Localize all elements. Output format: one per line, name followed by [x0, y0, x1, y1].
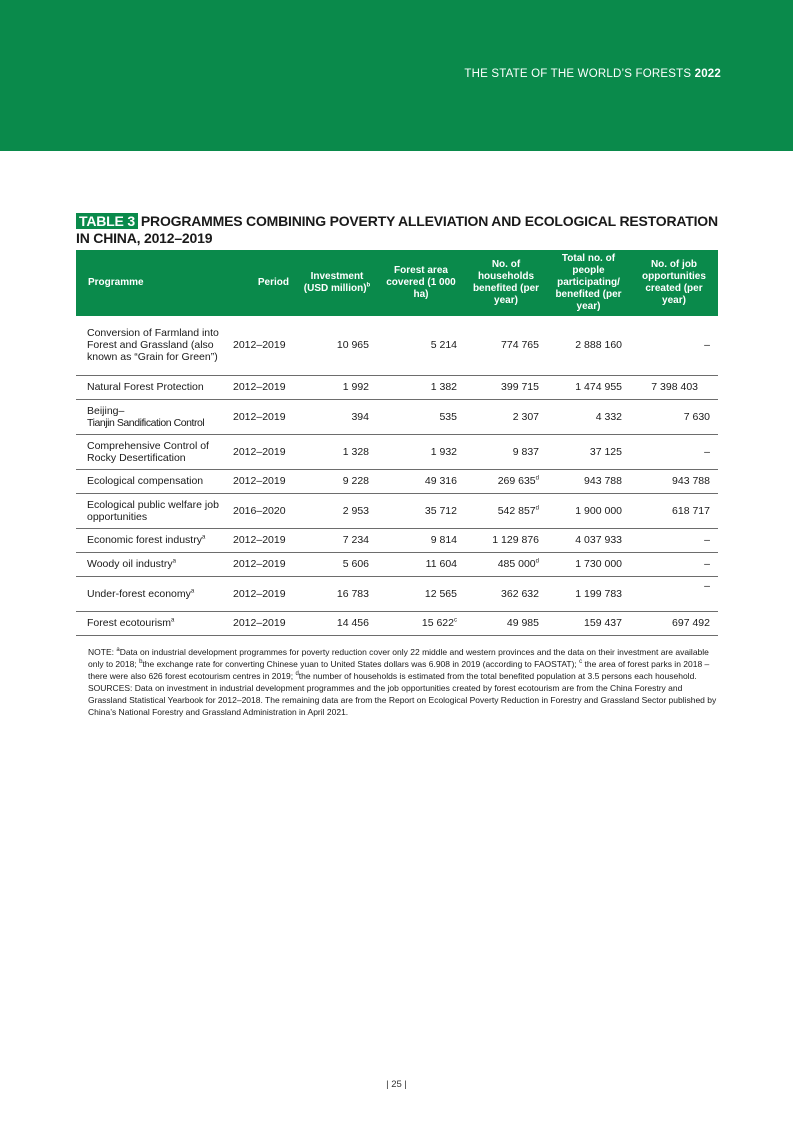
cell-people: 1 474 955: [547, 375, 630, 399]
note-text: NOTE: $^a$Data on industrial development programmes for poverty reduction cover only 22 middle and western provinces and the data on their investment are available only to 2018; $^b$the exchange rate for converting Chinese yuan to United States dollars was 6.908 in 2019 (according to FAOSTAT); $^c$ the area of forest parks in 2018 – there were also 626 forest ecotourism centres in 2019; $^d$the number of households is estimated from the total benefited population at 3.5 persons each household.: [88, 647, 710, 681]
table-header-row: [76, 250, 718, 316]
cell-jobs: 697 492: [630, 611, 718, 635]
table-row: [76, 375, 718, 399]
cell-programme: Beijing– Tianjin Sandification Control: [76, 399, 225, 434]
cell-forest-area: 1 382: [377, 375, 465, 399]
cell-programme: Woody oil industry$^a$: [76, 552, 225, 576]
table-tag: TABLE 3: [76, 213, 138, 229]
cell-people: 1 730 000: [547, 552, 630, 576]
cell-households: 399 715: [465, 375, 547, 399]
cell-period: 2012–2019: [225, 576, 297, 611]
cell-period: 2012–2019: [225, 399, 297, 434]
cell-programme: Economic forest industry$^a$: [76, 528, 225, 552]
col-header-households: No. of households benefited (per year): [472, 259, 540, 306]
col-header-forest-area: Forest area covered (1 000 ha): [386, 265, 456, 300]
cell-jobs: –: [630, 552, 718, 576]
table-row: [76, 469, 718, 493]
cell-jobs: –: [630, 576, 718, 611]
report-title: THE STATE OF THE WORLD’S FORESTS 2022: [464, 68, 721, 80]
cell-programme: Natural Forest Protection: [76, 375, 225, 399]
cell-jobs: –: [630, 528, 718, 552]
table-heading: [76, 213, 726, 247]
table-row: [76, 316, 718, 375]
report-year: 2022: [694, 68, 721, 80]
cell-investment: 5 606: [297, 552, 377, 576]
cell-households: 362 632: [465, 576, 547, 611]
cell-forest-area: 35 712: [377, 493, 465, 528]
table-row: [76, 611, 718, 635]
cell-households: 49 985: [465, 611, 547, 635]
cell-households: 1 129 876: [465, 528, 547, 552]
table-row: [76, 493, 718, 528]
cell-period: 2012–2019: [225, 528, 297, 552]
cell-households: 542 857$^d$: [465, 493, 547, 528]
cell-period: 2016–2020: [225, 493, 297, 528]
cell-people: 4 037 933: [547, 528, 630, 552]
table-row: [76, 528, 718, 552]
cell-forest-area: 535: [377, 399, 465, 434]
table-row: [76, 576, 718, 611]
cell-people: 37 125: [547, 434, 630, 469]
cell-period: 2012–2019: [225, 611, 297, 635]
cell-households: 485 000$^d$: [465, 552, 547, 576]
cell-people: 2 888 160: [547, 316, 630, 375]
cell-period: 2012–2019: [225, 469, 297, 493]
cell-forest-area: 49 316: [377, 469, 465, 493]
cell-investment: 10 965: [297, 316, 377, 375]
page-number: | 25 |: [386, 1079, 407, 1090]
cell-forest-area: 11 604: [377, 552, 465, 576]
cell-investment: 14 456: [297, 611, 377, 635]
cell-programme: Under-forest economy$^a$: [76, 576, 225, 611]
cell-investment: 9 228: [297, 469, 377, 493]
cell-forest-area: 5 214: [377, 316, 465, 375]
col-header-people: Total no. of people participating/ benefited (per year): [555, 253, 622, 312]
cell-jobs: 7 630: [630, 399, 718, 434]
col-header-programme: Programme: [88, 277, 144, 288]
cell-jobs: –: [630, 316, 718, 375]
cell-investment: 394: [297, 399, 377, 434]
cell-households: 9 837: [465, 434, 547, 469]
cell-investment: 1 992: [297, 375, 377, 399]
table-title: PROGRAMMES COMBINING POVERTY ALLEVIATION AND ECOLOGICAL RESTORATION IN CHINA, 2012–2019: [76, 213, 718, 246]
cell-jobs: 943 788: [630, 469, 718, 493]
cell-programme: Comprehensive Control of Rocky Desertification: [76, 434, 225, 469]
col-header-period: Period: [257, 277, 289, 288]
cell-people: 1 199 783: [547, 576, 630, 611]
cell-forest-area: 1 932: [377, 434, 465, 469]
cell-forest-area: 9 814: [377, 528, 465, 552]
table-notes: [88, 646, 718, 718]
cell-households: 774 765: [465, 316, 547, 375]
header-banner: [0, 0, 793, 151]
col-header-investment: Investment (USD million)$^b$: [303, 271, 371, 294]
programmes-table: [76, 250, 718, 636]
cell-jobs: 618 717: [630, 493, 718, 528]
cell-forest-area: 15 622$^c$: [377, 611, 465, 635]
cell-investment: 7 234: [297, 528, 377, 552]
cell-programme: Conversion of Farmland into Forest and Grassland (also known as “Grain for Green”): [76, 316, 225, 375]
cell-people: 159 437: [547, 611, 630, 635]
table-row: [76, 399, 718, 434]
cell-period: 2012–2019: [225, 375, 297, 399]
cell-period: 2012–2019: [225, 316, 297, 375]
cell-investment: 2 953: [297, 493, 377, 528]
table-row: [76, 434, 718, 469]
sources-text: SOURCES: Data on investment in industrial development programmes and the job opportunities created by forest ecotourism are from the China Forestry and Grassland Statistical Yearbook for 2012–2018. The remaining data are from the Report on Ecological Poverty Reduction in Forestry and Grassland Sector published by China’s National Forestry and Grassland Administration in April 2021.: [88, 683, 717, 717]
cell-programme: Ecological compensation: [76, 469, 225, 493]
cell-people: 1 900 000: [547, 493, 630, 528]
table-row: [76, 552, 718, 576]
cell-period: 2012–2019: [225, 552, 297, 576]
cell-households: 2 307: [465, 399, 547, 434]
cell-jobs: –: [630, 434, 718, 469]
cell-programme: Forest ecotourism$^a$: [76, 611, 225, 635]
cell-people: 4 332: [547, 399, 630, 434]
cell-programme: Ecological public welfare job opportunities: [76, 493, 225, 528]
cell-households: 269 635$^d$: [465, 469, 547, 493]
cell-people: 943 788: [547, 469, 630, 493]
cell-forest-area: 12 565: [377, 576, 465, 611]
col-header-jobs: No. of job opportunities created (per year): [642, 259, 706, 306]
cell-investment: 16 783: [297, 576, 377, 611]
cell-period: 2012–2019: [225, 434, 297, 469]
cell-investment: 1 328: [297, 434, 377, 469]
cell-jobs: 7 398 403: [630, 375, 718, 399]
